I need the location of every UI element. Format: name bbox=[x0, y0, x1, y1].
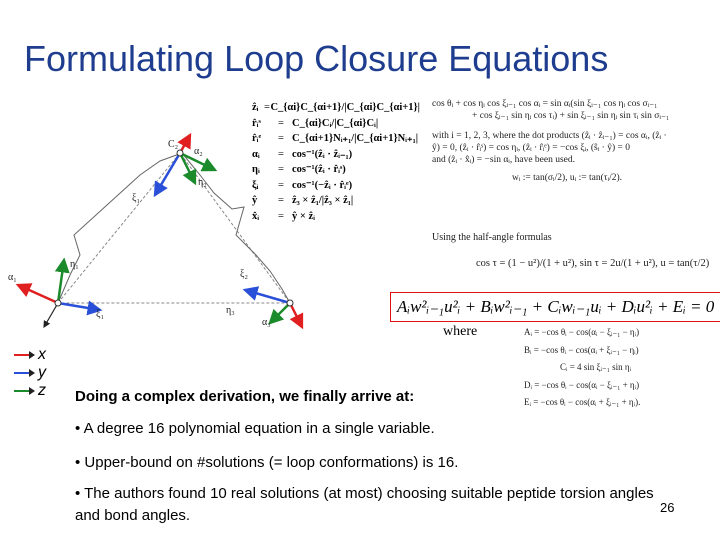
label-alpha2: α₂ bbox=[194, 146, 203, 157]
half-angle-heading: Using the half-angle formulas bbox=[432, 232, 552, 243]
label-xi2: ξ₂ bbox=[240, 269, 248, 280]
arrow-right-icon bbox=[14, 386, 36, 396]
label-eta1: η₁ bbox=[70, 259, 79, 270]
axis-x-legend bbox=[14, 346, 46, 364]
axes-legend bbox=[14, 346, 46, 400]
coefficient-line: Dᵢ = −cos θᵢ − cos(αᵢ − ξᵢ₋₁ + ηᵢ) bbox=[524, 379, 640, 390]
coefficient-line: Aᵢ = −cos θᵢ − cos(αᵢ − ξᵢ₋₁ − ηᵢ) bbox=[524, 327, 640, 337]
equation-row: ẑᵢ = C_{αi}C_{αi+1}/|C_{αi}C_{αi+1}| bbox=[252, 102, 420, 113]
coefficient-line: Bᵢ = −cos θᵢ − cos(αᵢ + ξᵢ₋₁ − ηᵢ) bbox=[524, 344, 639, 355]
notes-line: wᵢ := tan(σᵢ/2), uᵢ := tan(τᵢ/2). bbox=[512, 173, 623, 183]
axis-x-label: x bbox=[38, 346, 46, 363]
coefficient-line: Eᵢ = −cos θᵢ − cos(αᵢ + ξᵢ₋₁ + ηᵢ). bbox=[524, 397, 641, 407]
notes-line: and (ẑᵢ · x̂ᵢ) = −sin αᵢ, have been used. bbox=[432, 155, 576, 165]
coefficient-list bbox=[524, 324, 640, 412]
equation-list bbox=[252, 100, 420, 224]
notes-line: cos θᵢ + cos ηᵢ cos ξᵢ₋₁ cos αᵢ = sin αᵢ(sin ξᵢ₋₁ cos ηᵢ cos σᵢ₋₁ bbox=[432, 99, 658, 109]
derivation-notes bbox=[432, 98, 720, 184]
equation-row: ξᵢ = cos⁻¹(−ẑᵢ · r̂ᵢᵉ) bbox=[252, 179, 353, 191]
equation-row: r̂ᵢˢ = C_{αi}Cᵢ/|C_{αi}Cᵢ| bbox=[252, 117, 379, 129]
label-xi1b: ξ₁ bbox=[96, 309, 104, 320]
arrow-right-icon bbox=[14, 350, 36, 360]
label-c2: C₂ bbox=[168, 139, 179, 150]
equation-row: r̂ᵢᵉ = C_{αi+1}Nᵢ₊₁/|C_{αi+1}Nᵢ₊₁| bbox=[252, 133, 419, 144]
axis-y-label: y bbox=[38, 364, 46, 381]
notes-line: ŷ) = 0, (ẑᵢ · r̂ᵢˢ) = cos ηᵢ, (ẑᵢ · r̂ᵢᵉ) = −cos ξᵢ, (ŝᵢ · ŷ) = 0 bbox=[432, 143, 630, 153]
axis-y-legend bbox=[14, 364, 46, 382]
label-eta3: η₃ bbox=[226, 305, 235, 316]
tan-formulas: cos τ = (1 − u²)/(1 + u²), sin τ = 2u/(1 + u²), u = tan(τ/2) bbox=[476, 258, 710, 269]
slide-title: Formulating Loop Closure Equations bbox=[24, 38, 609, 79]
page-number: 26 bbox=[660, 500, 675, 515]
notes-line: with i = 1, 2, 3, where the dot products (ẑᵢ · ẑᵢ₋₁) = cos αᵢ, (ẑᵢ · bbox=[432, 131, 667, 141]
notes-line: + cos ξᵢ₋₁ sin ηᵢ cos τᵢ) + sin ξᵢ₋₁ sin ηᵢ sin τᵢ sin σᵢ₋₁ bbox=[472, 111, 670, 121]
equation-row: ŷ = ẑ₃ × ẑ₁/|ẑ₃ × ẑ₁| bbox=[252, 195, 354, 206]
equation-row: x̂ᵢ = ŷ × ẑᵢ bbox=[252, 210, 316, 222]
equation-row: αᵢ = cos⁻¹(ẑᵢ · ẑᵢ₋₁) bbox=[252, 148, 353, 160]
bullet-item: • The authors found 10 real solutions (at most) choosing suitable peptide torsion angles and bond angles. bbox=[75, 485, 654, 524]
arrow-right-icon bbox=[14, 368, 36, 378]
where-label: where bbox=[443, 324, 478, 339]
frame-c3 bbox=[245, 290, 302, 327]
coefficient-line: Cᵢ = 4 sin ξᵢ₋₁ sin ηᵢ bbox=[560, 362, 632, 372]
derivation-text: Doing a complex derivation, we finally arrive at: bbox=[75, 388, 415, 405]
label-eta2: η₂ bbox=[198, 177, 207, 188]
label-alpha1: α₁ bbox=[8, 272, 17, 283]
label-alpha3: α₃ bbox=[262, 317, 271, 328]
frame-c1 bbox=[18, 260, 100, 327]
equation-row: ηᵢ = cos⁻¹(ẑᵢ · r̂ᵢˢ) bbox=[252, 164, 346, 175]
label-xi1: ξ₁ bbox=[132, 193, 140, 204]
axis-z-legend bbox=[14, 382, 46, 400]
bullet-item: • Upper-bound on #solutions (= loop conformations) is 16. bbox=[75, 454, 459, 471]
main-polynomial-equation: Aᵢw²ᵢ₋₁u²ᵢ + Bᵢw²ᵢ₋₁ + Cᵢwᵢ₋₁uᵢ + Dᵢu²ᵢ + Eᵢ = 0 bbox=[390, 292, 720, 322]
bullet-item: • A degree 16 polynomial equation in a single variable. bbox=[75, 420, 435, 437]
axis-z-label: z bbox=[38, 382, 46, 399]
